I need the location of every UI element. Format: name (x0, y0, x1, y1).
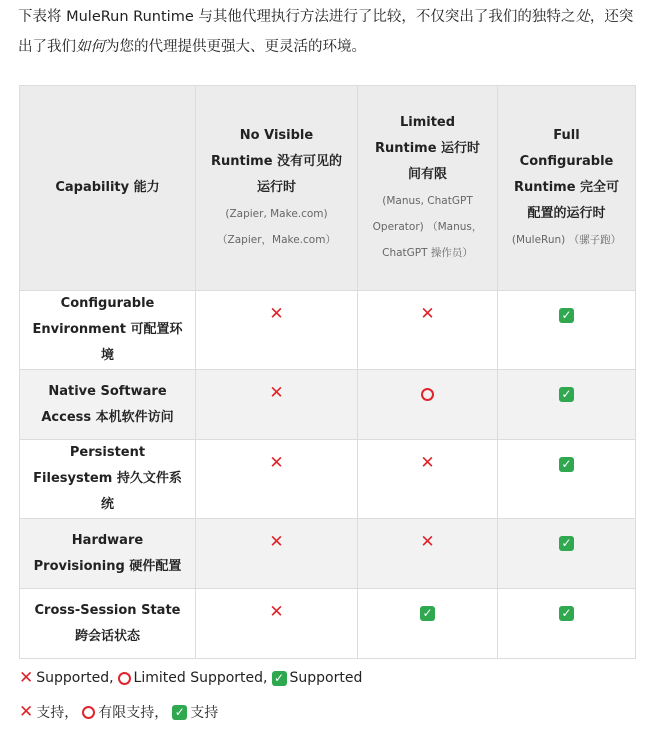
mark-cell (358, 519, 498, 589)
hollow-circle-icon (82, 706, 95, 719)
header-sub: (Zapier, Make.com) （Zapier，Make.com） (217, 208, 336, 246)
mark-cell (358, 589, 498, 659)
legend-x-label: Supported, (36, 670, 114, 686)
cross-mark-icon: ✕ (420, 304, 435, 324)
table-row (20, 370, 636, 440)
cross-mark-icon: ✕ (269, 453, 284, 473)
cross-mark-icon: ✕ (269, 304, 284, 324)
cross-mark-icon: ✕ (269, 532, 284, 552)
header-limited-runtime: Limited Runtime 运行时间有限 (Manus, ChatGPT Operator) （Manus，ChatGPT 操作员） (358, 86, 498, 291)
intro-emphasis-1: 处 (575, 9, 590, 25)
cross-mark-icon: ✕ (269, 383, 284, 403)
check-box-icon: ✓ (559, 606, 574, 621)
mark-cell (498, 440, 636, 519)
check-box-icon: ✓ (559, 387, 574, 402)
mark-cell (498, 370, 636, 440)
check-box-icon: ✓ (559, 457, 574, 472)
legend-chinese (19, 702, 222, 722)
hollow-circle-icon (118, 672, 131, 685)
hollow-circle-icon (421, 388, 434, 401)
capability-cell: Configurable Environment 可配置环境 (20, 291, 196, 370)
comparison-table (19, 85, 636, 659)
legend-check-label: Supported (289, 670, 363, 686)
table-row (20, 440, 636, 519)
capability-cell: Hardware Provisioning 硬件配置 (20, 519, 196, 589)
legend-english (19, 668, 366, 688)
legend-o-label: 有限支持， (98, 705, 169, 721)
header-sub: (Manus, ChatGPT Operator) （Manus，ChatGPT 操作员） (372, 195, 483, 259)
mark-cell (498, 291, 636, 370)
mark-cell (358, 370, 498, 440)
mark-cell (196, 370, 358, 440)
mark-cell (498, 589, 636, 659)
mark-cell (358, 440, 498, 519)
intro-text-3: 为您的代理提供更强大、更灵活的环境。 (105, 39, 366, 55)
cross-mark-icon: ✕ (420, 532, 435, 552)
mark-cell (498, 519, 636, 589)
table-row (20, 589, 636, 659)
table-row (20, 519, 636, 589)
capability-cell: Native Software Access 本机软件访问 (20, 370, 196, 440)
table-header-row (20, 86, 636, 291)
mark-cell (358, 291, 498, 370)
mark-cell (196, 291, 358, 370)
check-box-icon: ✓ (559, 308, 574, 323)
cross-mark-icon: ✕ (19, 668, 34, 688)
check-box-icon: ✓ (272, 671, 287, 686)
capability-cell: Persistent Filesystem 持久文件系统 (20, 440, 196, 519)
table-row (20, 291, 636, 370)
legend-check-label: 支持 (190, 705, 219, 721)
capability-cell: Cross-Session State 跨会话状态 (20, 589, 196, 659)
check-box-icon: ✓ (420, 606, 435, 621)
mark-cell (196, 440, 358, 519)
cross-mark-icon: ✕ (269, 602, 284, 622)
check-box-icon: ✓ (559, 536, 574, 551)
check-box-icon: ✓ (172, 705, 187, 720)
intro-paragraph (18, 2, 638, 62)
header-sub: (MuleRun) （骡子跑） (511, 234, 622, 246)
header-no-visible-runtime: No Visible Runtime 没有可见的运行时 (Zapier, Make.com) （Zapier，Make.com） (196, 86, 358, 291)
cross-mark-icon: ✕ (420, 453, 435, 473)
mark-cell (196, 589, 358, 659)
legend-o-label: Limited Supported, (133, 670, 268, 686)
intro-text-2: ，还突出了我们 (18, 9, 634, 55)
header-capability: Capability 能力 (20, 86, 196, 291)
intro-emphasis-2: 如何 (76, 39, 105, 55)
legend-x-label: 支持， (36, 705, 79, 721)
intro-text-1: 下表将 MuleRun Runtime 与其他代理执行方法进行了比较，不仅突出了我们的独特之 (18, 9, 576, 25)
mark-cell (196, 519, 358, 589)
header-full-runtime: Full Configurable Runtime 完全可配置的运行时 (MuleRun) （骡子跑） (498, 86, 636, 291)
cross-mark-icon: ✕ (19, 702, 34, 722)
